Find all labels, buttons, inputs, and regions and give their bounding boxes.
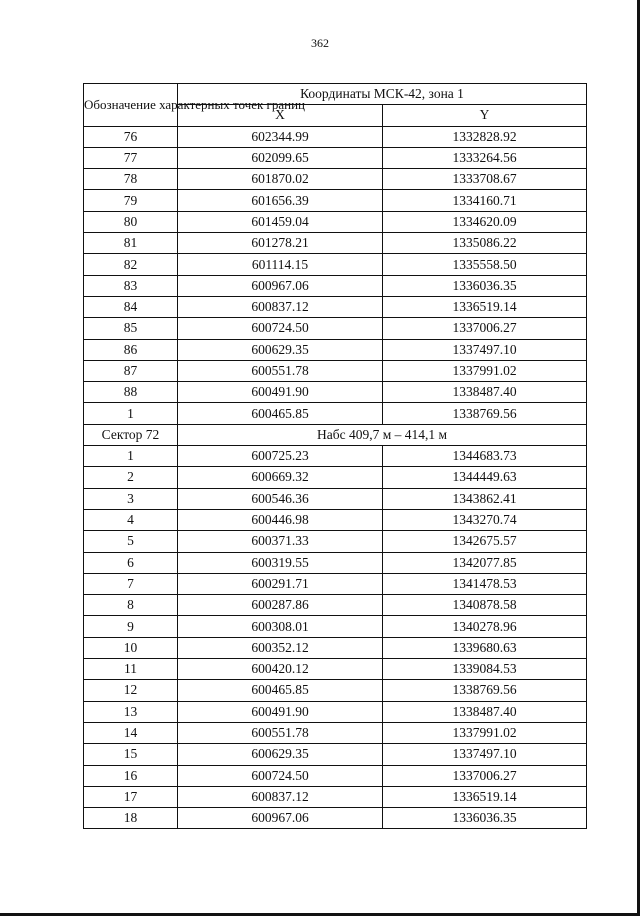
table-row (84, 403, 587, 424)
point-cell: 82 (84, 254, 178, 275)
y-coordinate-cell: 1336519.14 (383, 296, 587, 317)
point-cell: 10 (84, 637, 178, 658)
x-coordinate-cell: 601656.39 (178, 190, 383, 211)
y-coordinate-cell: 1336036.35 (383, 808, 587, 829)
point-designation-header: Обозначение характерных точек границ (84, 84, 178, 127)
point-cell: 83 (84, 275, 178, 296)
x-coordinate-cell: 602099.65 (178, 147, 383, 168)
y-coordinate-cell: 1339084.53 (383, 659, 587, 680)
table-row (84, 360, 587, 381)
table-row (84, 488, 587, 509)
x-coordinate-cell: 602344.99 (178, 126, 383, 147)
x-coordinate-cell: 600420.12 (178, 659, 383, 680)
table-row (84, 573, 587, 594)
y-column-header: Y (383, 105, 587, 126)
table-row (84, 744, 587, 765)
x-coordinate-cell: 600629.35 (178, 744, 383, 765)
x-coordinate-cell: 601278.21 (178, 233, 383, 254)
table-header-row (84, 84, 587, 105)
y-coordinate-cell: 1337006.27 (383, 765, 587, 786)
y-coordinate-cell: 1338769.56 (383, 403, 587, 424)
table-row (84, 318, 587, 339)
y-coordinate-cell: 1337991.02 (383, 360, 587, 381)
y-coordinate-cell: 1342675.57 (383, 531, 587, 552)
point-cell: 9 (84, 616, 178, 637)
y-coordinate-cell: 1337497.10 (383, 339, 587, 360)
point-cell: 87 (84, 360, 178, 381)
table-row (84, 339, 587, 360)
point-cell: 1 (84, 446, 178, 467)
table-row (84, 169, 587, 190)
point-cell: 5 (84, 531, 178, 552)
x-coordinate-cell: 600724.50 (178, 765, 383, 786)
point-cell: 18 (84, 808, 178, 829)
table-row (84, 765, 587, 786)
y-coordinate-cell: 1341478.53 (383, 573, 587, 594)
y-coordinate-cell: 1338487.40 (383, 382, 587, 403)
point-cell: 15 (84, 744, 178, 765)
table-row (84, 786, 587, 807)
x-coordinate-cell: 600491.90 (178, 382, 383, 403)
x-coordinate-cell: 600551.78 (178, 722, 383, 743)
x-coordinate-cell: 600491.90 (178, 701, 383, 722)
y-coordinate-cell: 1332828.92 (383, 126, 587, 147)
table-row (84, 467, 587, 488)
y-coordinate-cell: 1340278.96 (383, 616, 587, 637)
coordinates-system-header: Координаты МСК-42, зона 1 (178, 84, 587, 105)
x-coordinate-cell: 600967.06 (178, 275, 383, 296)
coordinates-table (83, 83, 587, 829)
sector-row (84, 424, 587, 445)
x-coordinate-cell: 600837.12 (178, 786, 383, 807)
point-cell: 78 (84, 169, 178, 190)
point-cell: 86 (84, 339, 178, 360)
point-cell: 79 (84, 190, 178, 211)
y-coordinate-cell: 1333264.56 (383, 147, 587, 168)
y-coordinate-cell: 1337991.02 (383, 722, 587, 743)
x-coordinate-cell: 600465.85 (178, 403, 383, 424)
y-coordinate-cell: 1334620.09 (383, 211, 587, 232)
x-coordinate-cell: 600551.78 (178, 360, 383, 381)
y-coordinate-cell: 1344683.73 (383, 446, 587, 467)
coordinates-table-body (84, 84, 587, 829)
table-row (84, 254, 587, 275)
x-coordinate-cell: 600291.71 (178, 573, 383, 594)
y-coordinate-cell: 1335086.22 (383, 233, 587, 254)
point-cell: 88 (84, 382, 178, 403)
table-row (84, 808, 587, 829)
point-cell: 3 (84, 488, 178, 509)
y-coordinate-cell: 1333708.67 (383, 169, 587, 190)
sector-label: Сектор 72 (84, 424, 178, 445)
x-coordinate-cell: 600967.06 (178, 808, 383, 829)
table-row (84, 701, 587, 722)
y-coordinate-cell: 1336036.35 (383, 275, 587, 296)
point-cell: 8 (84, 595, 178, 616)
x-coordinate-cell: 600446.98 (178, 509, 383, 530)
point-cell: 6 (84, 552, 178, 573)
y-coordinate-cell: 1344449.63 (383, 467, 587, 488)
table-row (84, 722, 587, 743)
x-coordinate-cell: 601459.04 (178, 211, 383, 232)
point-cell: 84 (84, 296, 178, 317)
x-coordinate-cell: 600669.32 (178, 467, 383, 488)
sector-height-note: Набс 409,7 м – 414,1 м (178, 424, 587, 445)
x-coordinate-cell: 600352.12 (178, 637, 383, 658)
x-coordinate-cell: 600724.50 (178, 318, 383, 339)
point-cell: 80 (84, 211, 178, 232)
table-row (84, 233, 587, 254)
point-cell: 1 (84, 403, 178, 424)
point-cell: 2 (84, 467, 178, 488)
point-cell: 4 (84, 509, 178, 530)
table-row (84, 190, 587, 211)
table-row (84, 616, 587, 637)
x-column-header: X (178, 105, 383, 126)
table-row (84, 446, 587, 467)
point-cell: 13 (84, 701, 178, 722)
point-cell: 76 (84, 126, 178, 147)
y-coordinate-cell: 1343270.74 (383, 509, 587, 530)
y-coordinate-cell: 1342077.85 (383, 552, 587, 573)
table-row (84, 126, 587, 147)
y-coordinate-cell: 1337006.27 (383, 318, 587, 339)
y-coordinate-cell: 1338487.40 (383, 701, 587, 722)
y-coordinate-cell: 1340878.58 (383, 595, 587, 616)
point-cell: 17 (84, 786, 178, 807)
table-row (84, 637, 587, 658)
table-row (84, 211, 587, 232)
y-coordinate-cell: 1335558.50 (383, 254, 587, 275)
x-coordinate-cell: 600287.86 (178, 595, 383, 616)
table-row (84, 147, 587, 168)
x-coordinate-cell: 600546.36 (178, 488, 383, 509)
point-cell: 7 (84, 573, 178, 594)
table-row (84, 382, 587, 403)
x-coordinate-cell: 600837.12 (178, 296, 383, 317)
table-row (84, 659, 587, 680)
table-row (84, 552, 587, 573)
table-row (84, 509, 587, 530)
point-cell: 77 (84, 147, 178, 168)
y-coordinate-cell: 1336519.14 (383, 786, 587, 807)
x-coordinate-cell: 600629.35 (178, 339, 383, 360)
table-row (84, 275, 587, 296)
page-number: 362 (311, 36, 329, 50)
table-row (84, 680, 587, 701)
y-coordinate-cell: 1334160.71 (383, 190, 587, 211)
table-row (84, 296, 587, 317)
x-coordinate-cell: 600465.85 (178, 680, 383, 701)
y-coordinate-cell: 1338769.56 (383, 680, 587, 701)
point-cell: 85 (84, 318, 178, 339)
y-coordinate-cell: 1343862.41 (383, 488, 587, 509)
point-cell: 12 (84, 680, 178, 701)
x-coordinate-cell: 600319.55 (178, 552, 383, 573)
y-coordinate-cell: 1337497.10 (383, 744, 587, 765)
y-coordinate-cell: 1339680.63 (383, 637, 587, 658)
point-cell: 81 (84, 233, 178, 254)
x-coordinate-cell: 601114.15 (178, 254, 383, 275)
x-coordinate-cell: 600308.01 (178, 616, 383, 637)
table-row (84, 595, 587, 616)
table-row (84, 531, 587, 552)
point-cell: 11 (84, 659, 178, 680)
x-coordinate-cell: 600371.33 (178, 531, 383, 552)
x-coordinate-cell: 601870.02 (178, 169, 383, 190)
point-cell: 16 (84, 765, 178, 786)
x-coordinate-cell: 600725.23 (178, 446, 383, 467)
point-cell: 14 (84, 722, 178, 743)
